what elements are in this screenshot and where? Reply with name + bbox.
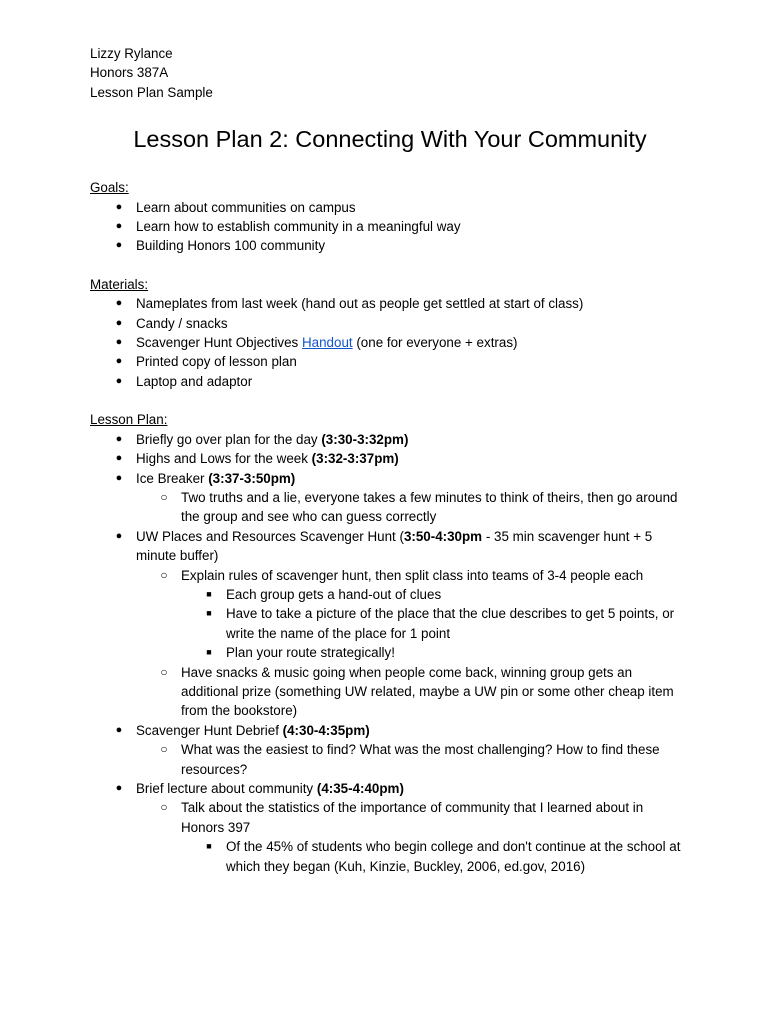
list-item: ● Learn how to establish community in a meaningful way bbox=[90, 217, 690, 236]
list-item: ■ Of the 45% of students who begin college and don't continue at the school at which they began (Kuh, Kinzie, Buckley, 2006, ed.gov, 2016) bbox=[90, 837, 690, 876]
circle-bullet-icon: ○ bbox=[160, 489, 168, 504]
document-meta bbox=[90, 44, 690, 102]
bullet-icon: ● bbox=[115, 200, 123, 213]
author-name: Lizzy Rylance bbox=[90, 46, 173, 61]
list-item: ● Learn about communities on campus bbox=[90, 198, 690, 217]
bullet-icon: ● bbox=[115, 782, 123, 794]
document-type: Lesson Plan Sample bbox=[90, 84, 213, 100]
goals-list bbox=[90, 198, 690, 256]
list-item: ○ Have snacks & music going when people come back, winning group gets an additional prize (something UW related, maybe a UW pin or some other cheap item from the bookstore) bbox=[90, 663, 690, 721]
square-bullet-icon: ■ bbox=[206, 588, 212, 599]
square-bullet-icon: ■ bbox=[206, 841, 212, 852]
list-item: ● Brief lecture about community (4:35-4:40pm) bbox=[90, 779, 690, 798]
bullet-icon: ● bbox=[115, 239, 123, 252]
list-item: ● Laptop and adaptor bbox=[90, 372, 690, 391]
circle-bullet-icon: ○ bbox=[160, 800, 168, 815]
list-item: ○ Two truths and a lie, everyone takes a few minutes to think of theirs, then go around the group and see who can guess correctly bbox=[90, 488, 690, 527]
bullet-icon: ● bbox=[115, 220, 123, 233]
materials-section bbox=[90, 275, 690, 391]
handout-link[interactable]: Handout bbox=[301, 335, 353, 351]
list-item: ● Scavenger Hunt Objectives Handout (one for everyone + extras) bbox=[90, 333, 690, 352]
bullet-icon: ● bbox=[115, 432, 123, 445]
lesson-plan-section bbox=[90, 410, 690, 876]
square-bullet-icon: ■ bbox=[206, 608, 212, 619]
bullet-icon: ● bbox=[115, 471, 123, 484]
list-item: ■ Plan your route strategically! bbox=[90, 643, 690, 662]
circle-bullet-icon: ○ bbox=[160, 742, 168, 757]
bullet-icon: ● bbox=[115, 374, 123, 387]
list-item: ■ Each group gets a hand-out of clues bbox=[90, 585, 690, 604]
square-bullet-icon: ■ bbox=[206, 647, 212, 658]
lesson-plan-heading: Lesson Plan: bbox=[90, 412, 168, 428]
list-item: ● Scavenger Hunt Debrief (4:30-4:35pm) bbox=[90, 721, 690, 740]
list-item: ● Ice Breaker (3:37-3:50pm) bbox=[90, 469, 690, 488]
materials-heading: Materials: bbox=[90, 276, 149, 292]
list-item: ● Highs and Lows for the week (3:32-3:37pm) bbox=[90, 449, 690, 468]
list-item: ● Briefly go over plan for the day (3:30-3:32pm) bbox=[90, 430, 690, 449]
list-item: ○ Explain rules of scavenger hunt, then split class into teams of 3-4 people each bbox=[90, 566, 690, 585]
page-title: Lesson Plan 2: Connecting With Your Community bbox=[133, 126, 647, 153]
goals-section bbox=[90, 178, 690, 256]
bullet-icon: ● bbox=[115, 297, 123, 310]
list-item: ● Candy / snacks bbox=[90, 314, 690, 333]
list-item: ○ Talk about the statistics of the importance of community that I learned about in Honors 397 bbox=[90, 798, 690, 837]
materials-list bbox=[90, 294, 690, 391]
list-item: ○ What was the easiest to find? What was the most challenging? How to find these resources? bbox=[90, 740, 690, 779]
list-item: ■ Have to take a picture of the place that the clue describes to get 5 points, or write the name of the place for 1 point bbox=[90, 604, 690, 643]
bullet-icon: ● bbox=[115, 316, 123, 329]
list-item: ● Printed copy of lesson plan bbox=[90, 352, 690, 371]
document-page bbox=[90, 44, 690, 895]
lesson-plan-list bbox=[90, 430, 690, 876]
bullet-icon: ● bbox=[115, 336, 123, 349]
circle-bullet-icon: ○ bbox=[160, 664, 168, 679]
circle-bullet-icon: ○ bbox=[160, 567, 168, 582]
list-item: ● Nameplates from last week (hand out as people get settled at start of class) bbox=[90, 294, 690, 313]
bullet-icon: ● bbox=[115, 529, 123, 542]
goals-heading: Goals: bbox=[90, 180, 129, 196]
course-name: Honors 387A bbox=[90, 65, 169, 81]
bullet-icon: ● bbox=[115, 452, 123, 465]
bullet-icon: ● bbox=[115, 355, 123, 368]
bullet-icon: ● bbox=[115, 723, 123, 736]
list-item: ● UW Places and Resources Scavenger Hunt (3:50-4:30pm - 35 min scavenger hunt + 5 minute buffer) bbox=[90, 527, 690, 566]
list-item: ● Building Honors 100 community bbox=[90, 236, 690, 255]
